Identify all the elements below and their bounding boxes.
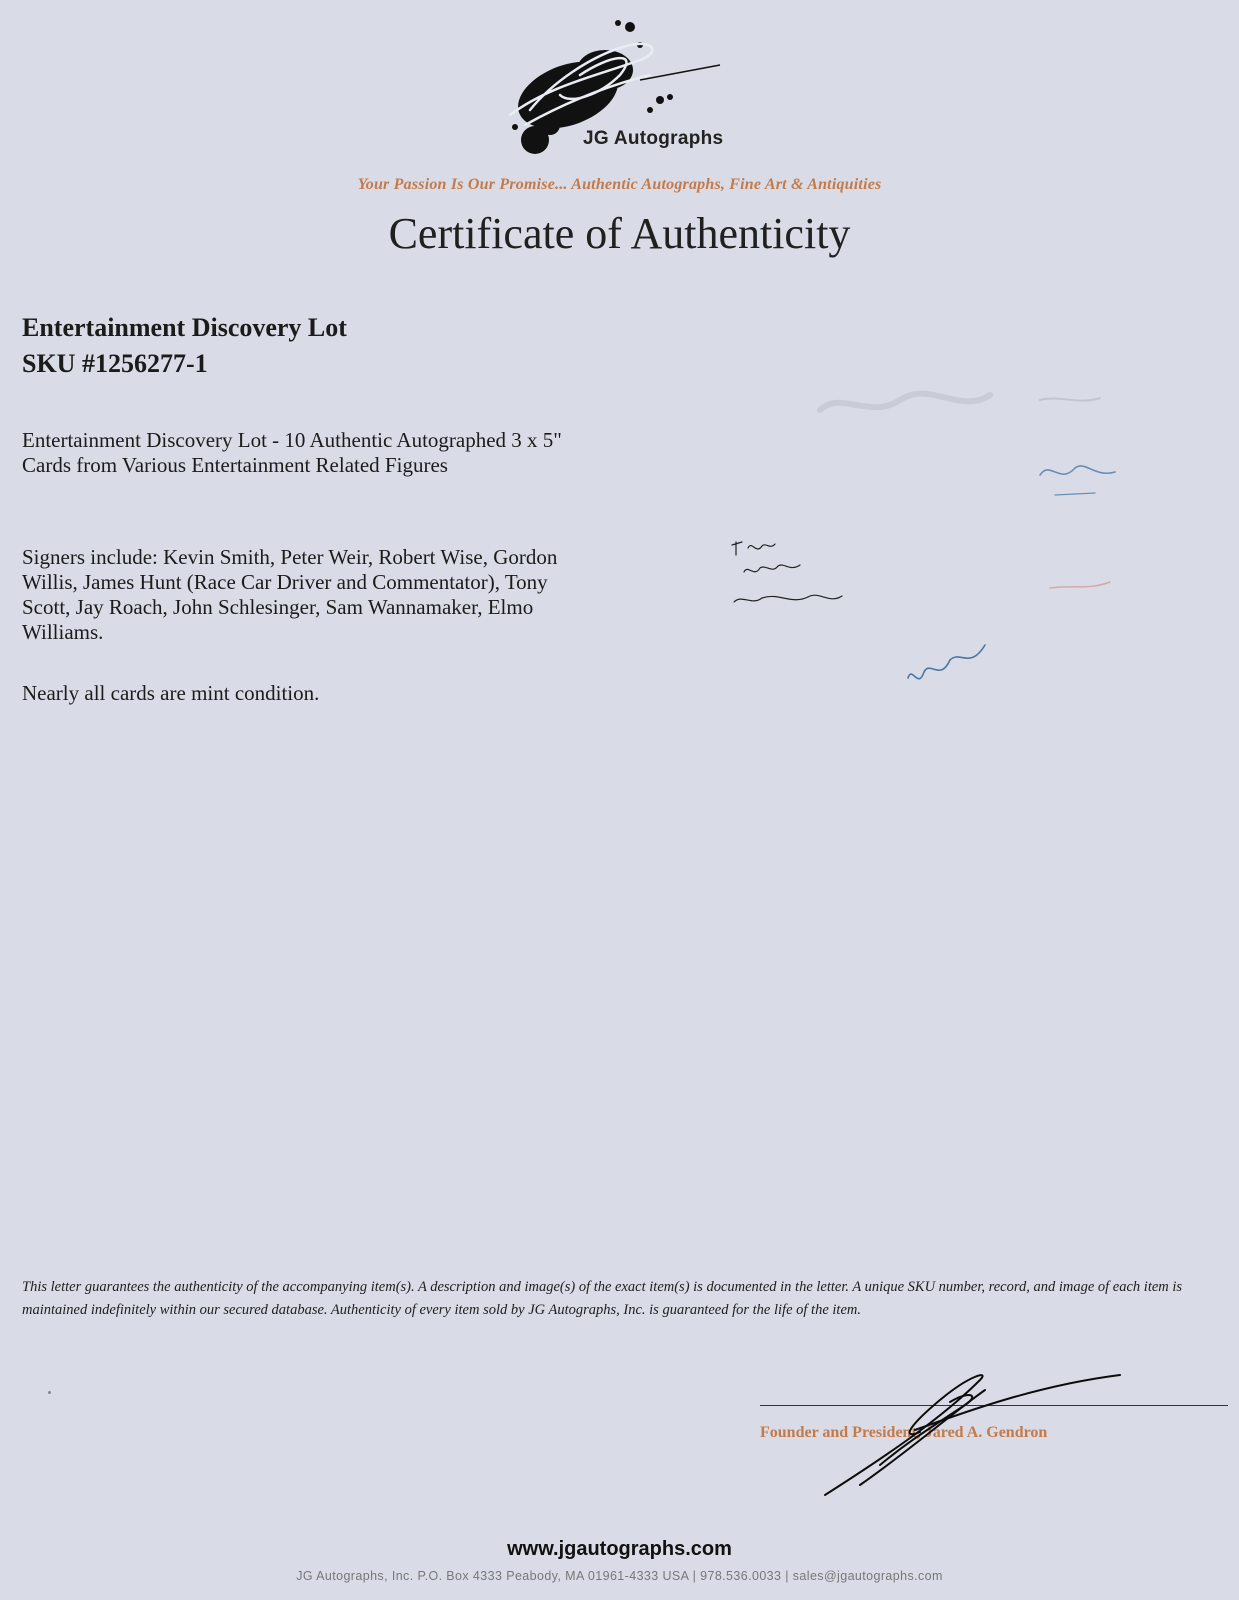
brand-name: JG Autographs — [583, 128, 724, 149]
guarantee-statement: This letter guarantees the authenticity of the accompanying item(s). A description and image(s) of the exact item(s) is documented in the letter. A unique SKU number, record, and image of each item is maintained indefinitely within our secured database. Authenticity of every item sold by JG Autographs, Inc. is guaranteed for the life of the item. — [22, 1279, 1183, 1318]
speck — [48, 1391, 51, 1394]
autograph-samples-icon — [720, 360, 1239, 720]
website-link[interactable]: www.jgautographs.com — [507, 1538, 732, 1560]
founder-signature-icon — [820, 1370, 1130, 1505]
contact-info: JG Autographs, Inc. P.O. Box 4333 Peabody, MA 01961-4333 USA | 978.536.0033 | sales@jgautographs.com — [296, 1569, 943, 1583]
signer-caption: Founder and President, Jared A. Gendron — [760, 1424, 1048, 1441]
page-title: Certificate of Authenticity — [388, 209, 851, 258]
condition-note: Nearly all cards are mint condition. — [22, 681, 320, 705]
sku-number: SKU #1256277-1 — [22, 349, 208, 378]
item-description: Entertainment Discovery Lot - 10 Authentic Autographed 3 x 5" Cards from Various Entertainment Related Figures — [22, 428, 562, 477]
item-title: Entertainment Discovery Lot — [22, 313, 347, 342]
tagline: Your Passion Is Our Promise... Authentic Autographs, Fine Art & Antiquities — [357, 176, 882, 193]
signers-list: Signers include: Kevin Smith, Peter Weir, Robert Wise, Gordon Willis, James Hunt (Race Car Driver and Commentator), Tony Scott, Jay Roach, John Schlesinger, Sam Wannamaker, Elmo Williams. — [22, 545, 558, 644]
